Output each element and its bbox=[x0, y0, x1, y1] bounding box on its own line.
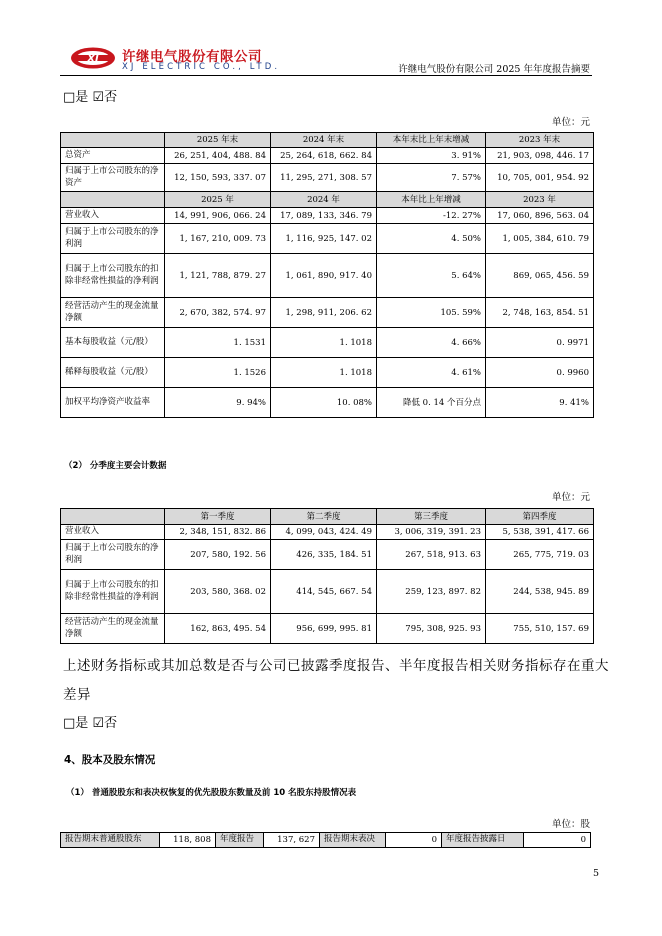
table-row: 营业收入 14, 991, 906, 066. 24 17, 089, 133, 346. 79 -12. 27% 17, 060, 896, 563. 04 bbox=[61, 208, 594, 224]
logo-text: XJ bbox=[87, 53, 99, 65]
table-row: 经营活动产生的现金流量净额 162, 863, 495. 54 956, 699, 995. 81 795, 308, 925. 93 755, 510, 157. 69 bbox=[61, 614, 594, 644]
table-row: 归属于上市公司股东的净资产 12, 150, 593, 337. 07 11, 295, 271, 308. 57 7. 57% 10, 705, 001, 954. 92 bbox=[61, 164, 594, 192]
table-row: 基本每股收益（元/股） 1. 1531 1. 1018 4. 66% 0. 9971 bbox=[61, 328, 594, 358]
table-row: 总资产 26, 251, 404, 488. 84 25, 264, 618, 662. 84 3. 91% 21, 903, 098, 446. 17 bbox=[61, 148, 594, 164]
checkbox-no: ☑否 bbox=[92, 716, 118, 731]
check-retroactive bbox=[63, 86, 117, 105]
table-header-row: 2025 年末 2024 年末 本年末比上年末增减 2023 年末 bbox=[61, 133, 594, 148]
shareholder-table bbox=[60, 832, 591, 848]
unit-label-1: 单位：元 bbox=[551, 117, 590, 128]
table-row: 报告期末普通股股东 118, 808 年度报告 137, 627 报告期末表决 0 年度报告披露日 0 bbox=[61, 833, 591, 848]
section-4-heading: 4、股本及股东情况 bbox=[64, 754, 156, 766]
company-name-cn: 许继电气股份有限公司 bbox=[122, 49, 262, 65]
checkbox-yes: □是 bbox=[63, 90, 89, 105]
unit-label-2: 单位：元 bbox=[551, 492, 590, 503]
main-accounting-table bbox=[60, 132, 594, 418]
section-4-1-heading: （1） 普通股股东和表决权恢复的优先股股东数量及前 10 名股东持股情况表 bbox=[66, 788, 357, 798]
check-difference bbox=[63, 712, 117, 731]
table-row: 经营活动产生的现金流量净额 2, 670, 382, 574. 97 1, 298, 911, 206. 62 105. 59% 2, 748, 163, 854. 51 bbox=[61, 298, 594, 328]
table-row: 稀释每股收益（元/股） 1. 1526 1. 1018 4. 61% 0. 9960 bbox=[61, 358, 594, 388]
table-row: 归属于上市公司股东的扣除非经常性损益的净利润 1, 121, 788, 879. 27 1, 061, 890, 917. 40 5. 64% 869, 065, 456. 59 bbox=[61, 254, 594, 298]
table-row: 归属于上市公司股东的净利润 1, 167, 210, 009. 73 1, 116, 925, 147. 02 4. 50% 1, 005, 384, 610. 79 bbox=[61, 224, 594, 254]
table-subheader-row: 2025 年 2024 年 本年比上年增减 2023 年 bbox=[61, 192, 594, 208]
diff-question-line1: 上述财务指标或其加总数是否与公司已披露季度报告、半年度报告相关财务指标存在重大 bbox=[63, 658, 609, 674]
unit-label-3: 单位：股 bbox=[551, 819, 590, 830]
table-row: 归属于上市公司股东的扣除非经常性损益的净利润 203, 580, 368. 02 414, 545, 667. 54 259, 123, 897. 82 244, 538, 945. 89 bbox=[61, 570, 594, 614]
section-quarterly-heading: （2） 分季度主要会计数据 bbox=[64, 461, 167, 471]
quarterly-table bbox=[60, 508, 594, 644]
report-title: 许继电气股份有限公司 2025 年年度报告摘要 bbox=[398, 64, 590, 75]
table-row: 营业收入 2, 348, 151, 832. 86 4, 099, 043, 424. 49 3, 006, 319, 391. 23 5, 538, 391, 417. 66 bbox=[61, 525, 594, 540]
page-number: 5 bbox=[593, 868, 600, 879]
page-header bbox=[60, 44, 592, 76]
table-row: 加权平均净资产收益率 9. 94% 10. 08% 降低 0. 14 个百分点 9. 41% bbox=[61, 388, 594, 418]
company-logo-icon bbox=[70, 46, 116, 70]
diff-question-line2: 差异 bbox=[63, 687, 91, 703]
company-name-en: XJ ELECTRIC CO., LTD. bbox=[122, 62, 281, 72]
table-header-row: 第一季度 第二季度 第三季度 第四季度 bbox=[61, 509, 594, 525]
table-row: 归属于上市公司股东的净利润 207, 580, 192. 56 426, 335, 184. 51 267, 518, 913. 63 265, 775, 719. 03 bbox=[61, 540, 594, 570]
checkbox-no: ☑否 bbox=[92, 90, 118, 105]
checkbox-yes: □是 bbox=[63, 716, 89, 731]
